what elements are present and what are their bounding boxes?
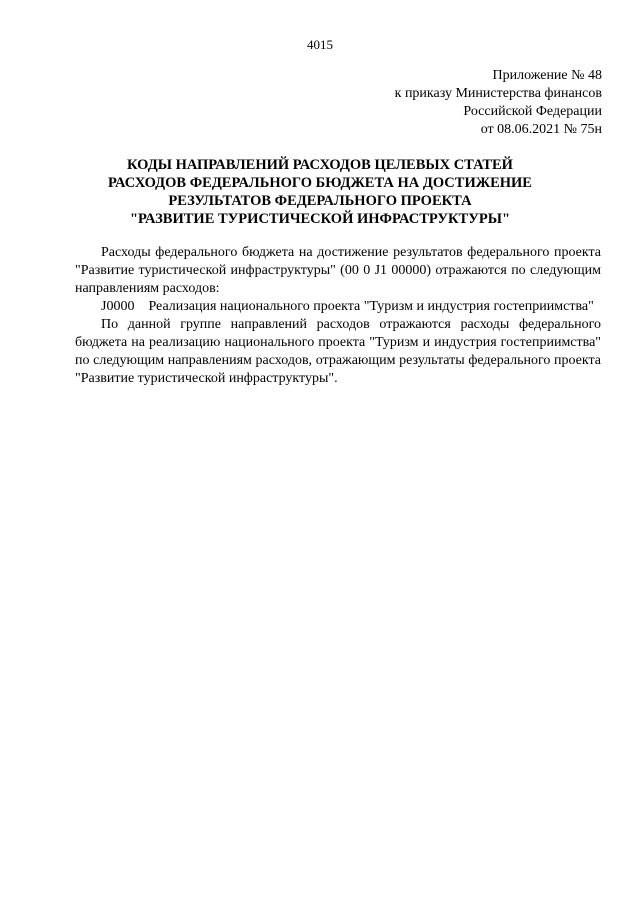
page-number: 4015 (307, 37, 333, 52)
title-line-1: КОДЫ НАПРАВЛЕНИЙ РАСХОДОВ ЦЕЛЕВЫХ СТАТЕЙ (127, 157, 513, 173)
title-line-2: РАСХОДОВ ФЕДЕРАЛЬНОГО БЮДЖЕТА НА ДОСТИЖЕНИЕ (108, 175, 532, 191)
expense-code-entry (75, 298, 601, 316)
appendix-line-1: Приложение № 48 (492, 68, 602, 83)
appendix-line-2: к приказу Министерства финансов (394, 86, 602, 101)
appendix-block (342, 67, 602, 139)
title-line-3: РЕЗУЛЬТАТОВ ФЕДЕРАЛЬНОГО ПРОЕКТА (168, 193, 472, 209)
expense-code-description: Реализация национального проекта "Туризм и индустрия гостеприимства" (148, 299, 594, 314)
appendix-line-3: Российской Федерации (463, 104, 602, 119)
document-title (60, 156, 580, 228)
title-line-4: "РАЗВИТИЕ ТУРИСТИЧЕСКОЙ ИНФРАСТРУКТУРЫ" (129, 211, 511, 227)
paragraph-detail: По данной группе направлений расходов отражаются расходы федерального бюджета на реализацию национального проекта "Туризм и индустрия гостеприимства" по следующим направлениям расходов, отражающим результаты федерального проекта "Развитие туристической инфраструктуры". (75, 317, 601, 386)
expense-code: J0000 (101, 299, 135, 314)
appendix-line-4: от 08.06.2021 № 75н (480, 122, 602, 137)
paragraph-intro: Расходы федерального бюджета на достижение результатов федерального проекта "Развитие туристической инфраструктуры" (00 0 J1 00000) отражаются по следующим направлениям расходов: (75, 245, 601, 296)
document-body (75, 244, 601, 388)
